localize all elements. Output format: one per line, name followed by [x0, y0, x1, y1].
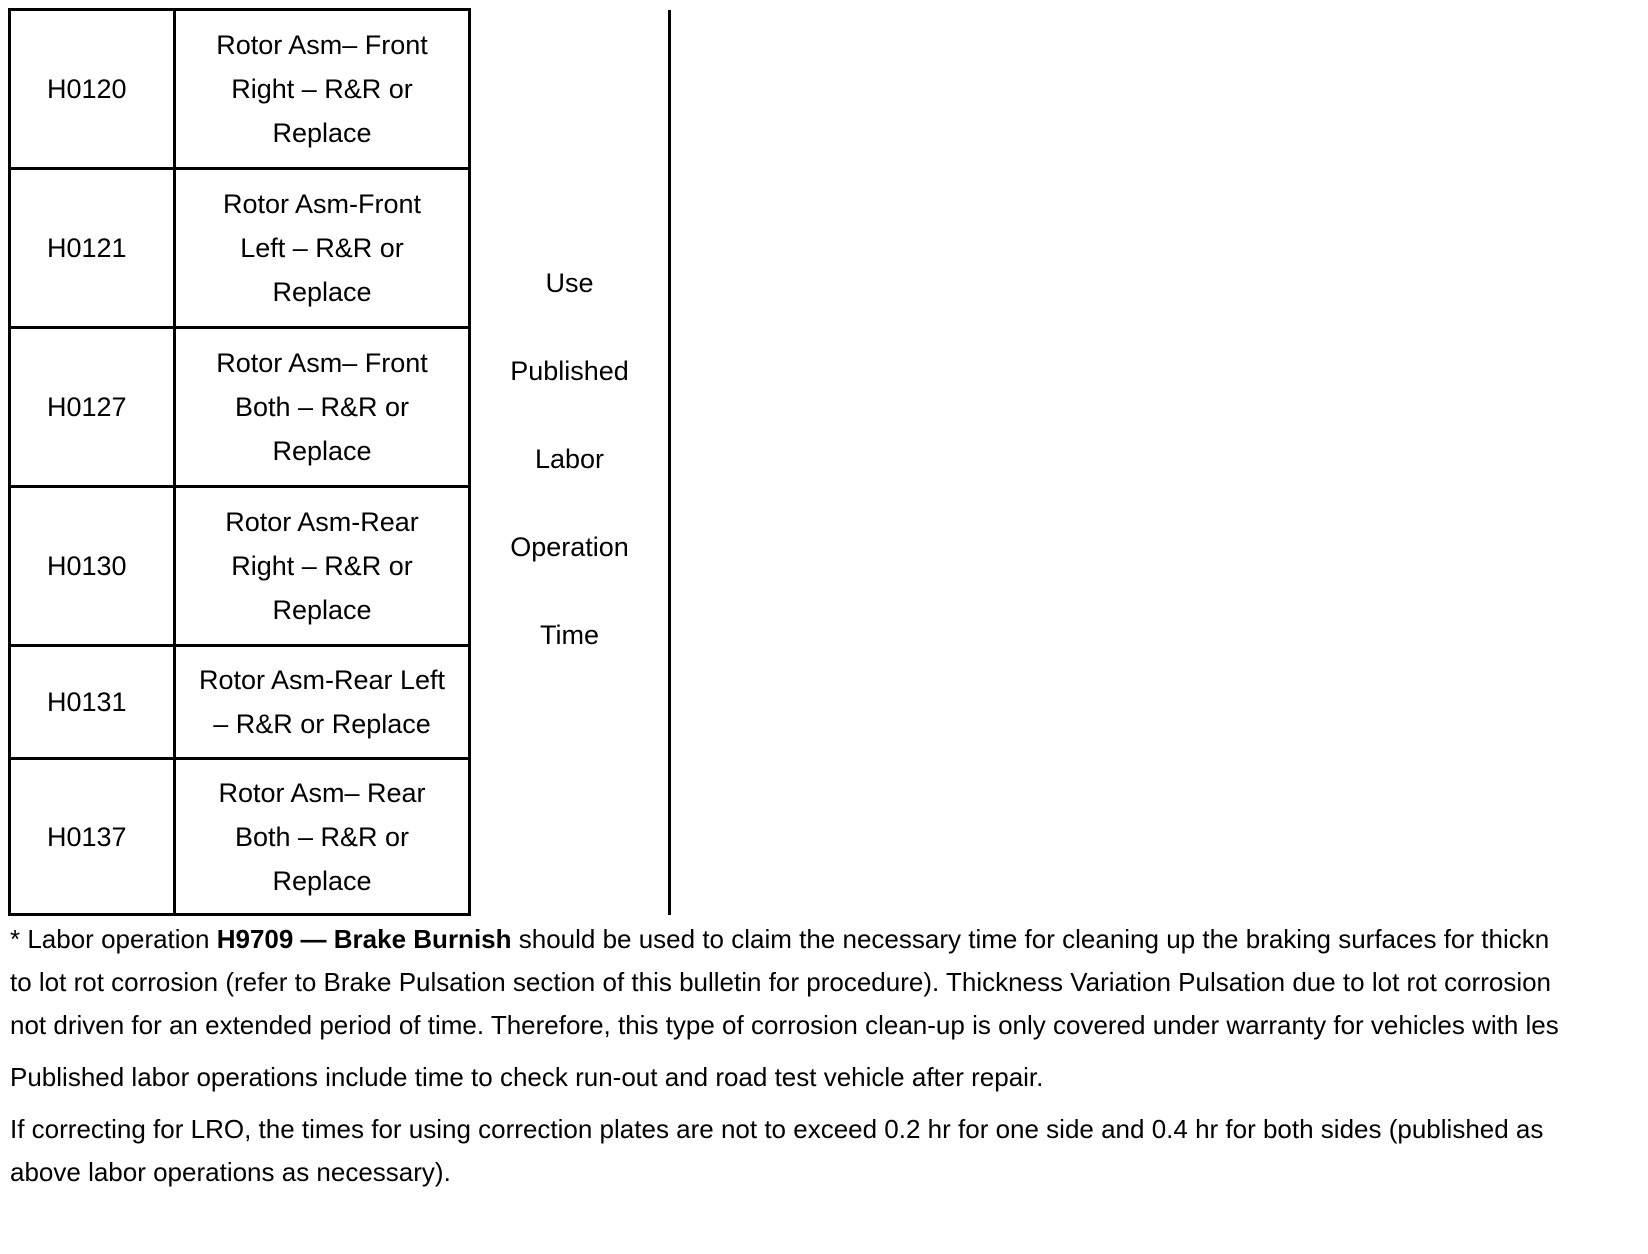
labor-description: Rotor Asm-Front Left – R&R or Replace	[175, 169, 470, 328]
labor-code: H0137	[10, 759, 175, 915]
labor-description: Rotor Asm– Rear Both – R&R or Replace	[175, 759, 470, 915]
labor-code: H0127	[10, 328, 175, 487]
labor-description: Rotor Asm– Front Right – R&R or Replace	[175, 10, 470, 169]
burnish-note-text: should be used to claim the necessary time for cleaning up the braking surfaces for thickn	[511, 924, 1550, 954]
published-labor-note: Published labor operations include time to check run-out and road test vehicle after repair.	[10, 1062, 1044, 1092]
labor-code: H0120	[10, 10, 175, 169]
burnish-note-prefix: * Labor operation	[10, 924, 217, 954]
labor-code: H0121	[10, 169, 175, 328]
burnish-note-line-3: not driven for an extended period of time. Therefore, this type of corrosion clean-up is only covered under warranty for vehicles with les	[10, 1010, 1559, 1040]
time-note-line: Operation	[510, 531, 629, 562]
time-note-line: Labor	[534, 443, 605, 474]
labor-description: Rotor Asm– Front Both – R&R or Replace	[175, 328, 470, 487]
labor-code: H0131	[10, 646, 175, 759]
time-note-line: Published	[510, 355, 629, 386]
lro-note-line-2: above labor operations as necessary).	[10, 1157, 451, 1187]
burnish-note-line-1	[10, 918, 1648, 961]
labor-code: H0130	[10, 487, 175, 646]
labor-description: Rotor Asm-Rear Left – R&R or Replace	[175, 646, 470, 759]
time-note-line: Use	[545, 267, 594, 298]
labor-description: Rotor Asm-Rear Right – R&R or Replace	[175, 487, 470, 646]
labor-time-note	[470, 10, 670, 915]
burnish-note-line-2: to lot rot corrosion (refer to Brake Pulsation section of this bulletin for procedure). Thickness Variation Pulsation due to lot rot corrosion	[10, 967, 1552, 997]
notes-section	[10, 918, 1648, 1194]
table-row	[10, 10, 670, 169]
burnish-labor-op: H9709 — Brake Burnish	[216, 924, 512, 954]
lro-note-line-1: If correcting for LRO, the times for using correction plates are not to exceed 0.2 hr for one side and 0.4 hr for both sides (published as	[10, 1114, 1544, 1144]
labor-operations-table	[8, 8, 671, 916]
time-note-line: Time	[540, 619, 599, 650]
